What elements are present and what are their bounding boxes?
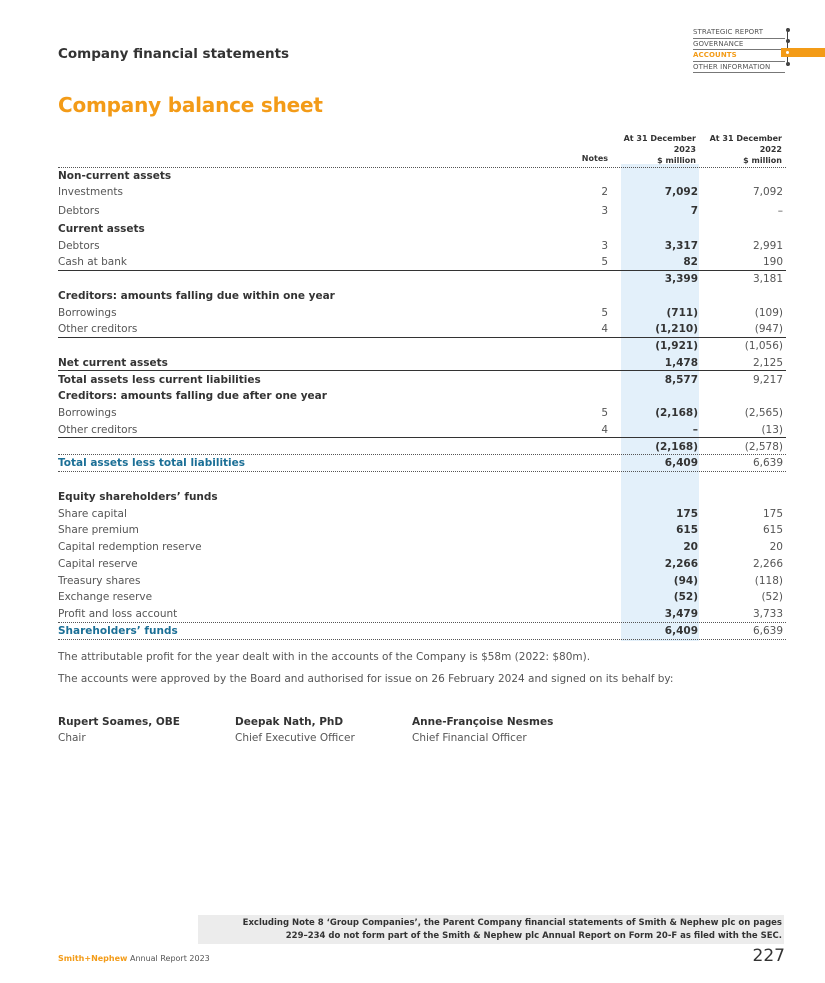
value-2022: (109): [754, 307, 783, 319]
value-2022: (2,578): [744, 441, 783, 453]
row-label: Creditors: amounts falling due after one year: [58, 390, 327, 402]
table-row: [58, 273, 786, 289]
column-header-2023: [615, 133, 696, 166]
row-label: Other creditors: [58, 323, 138, 335]
row-note: 2: [601, 186, 608, 198]
value-2023: (2,168): [655, 441, 698, 453]
subtotal-rule: [58, 370, 786, 371]
row-label: Borrowings: [58, 407, 117, 419]
value-2022: 6,639: [752, 457, 783, 469]
table-row: [58, 186, 786, 202]
nav-dot-icon: [786, 62, 790, 66]
nav-dot-icon: [786, 28, 790, 32]
value-2023: 6,409: [664, 457, 698, 469]
value-2023: (1,210): [655, 323, 698, 335]
value-2023: (52): [673, 591, 698, 603]
value-2022: (13): [761, 424, 783, 436]
value-2023: 6,409: [664, 625, 698, 637]
row-label: Capital redemption reserve: [58, 541, 202, 553]
value-2022: 20: [769, 541, 783, 553]
table-row: [58, 390, 786, 406]
value-2022: 3,733: [752, 608, 783, 620]
table-row: [58, 223, 786, 239]
nav-item-accounts[interactable]: ACCOUNTS: [693, 50, 785, 62]
value-2022: (52): [761, 591, 783, 603]
value-2023: 175: [676, 508, 698, 520]
approval-note: The accounts were approved by the Board and authorised for issue on 26 February 2024 and signed on its behalf by:: [58, 673, 674, 685]
row-note: 4: [601, 323, 608, 335]
row-label: Treasury shares: [58, 575, 141, 587]
table-row: [58, 591, 786, 607]
form-20f-disclaimer: [198, 915, 784, 944]
nav-rail: [787, 28, 788, 66]
table-row: [58, 541, 786, 557]
row-label: Investments: [58, 186, 123, 198]
section-nav: [693, 27, 785, 73]
row-label: Total assets less total liabilities: [58, 457, 246, 469]
table-row: [58, 491, 786, 507]
row-note: 5: [601, 407, 608, 419]
disclaimer-line: 229–234 do not form part of the Smith & Nephew plc Annual Report on Form 20-F as filed with the SEC.: [285, 931, 782, 941]
column-header-line: $ million: [657, 156, 696, 165]
value-2023: 8,577: [664, 374, 698, 386]
table-row: [58, 170, 786, 186]
row-label: Debtors: [58, 205, 100, 217]
value-2023: 1,478: [664, 357, 698, 369]
total-rule: [58, 454, 786, 455]
value-2023: 7,092: [664, 186, 698, 198]
row-label: Share capital: [58, 508, 127, 520]
table-row: [58, 290, 786, 306]
notes-column-header: Notes: [581, 154, 608, 163]
row-label: Borrowings: [58, 307, 117, 319]
value-2023: 2,266: [664, 558, 698, 570]
row-label: Share premium: [58, 524, 139, 536]
row-label: Other creditors: [58, 424, 138, 436]
nav-item-governance[interactable]: GOVERNANCE: [693, 39, 785, 51]
signatory-name: Deepak Nath, PhD: [235, 716, 344, 728]
row-label: Creditors: amounts falling due within one year: [58, 290, 335, 302]
value-2023: –: [692, 424, 698, 436]
value-2023: 82: [683, 256, 698, 268]
value-2022: (947): [754, 323, 783, 335]
row-note: 3: [601, 205, 608, 217]
signatory-role: Chief Executive Officer: [235, 732, 355, 744]
subtotal-rule: [58, 337, 786, 338]
value-2022: 9,217: [752, 374, 783, 386]
value-2023: (94): [673, 575, 698, 587]
table-row: [58, 558, 786, 574]
signatory-name: Rupert Soames, OBE: [58, 716, 180, 728]
value-2022: (1,056): [744, 340, 783, 352]
value-2023: 7: [690, 205, 698, 217]
nav-item-other-information[interactable]: OTHER INFORMATION: [693, 62, 785, 74]
table-row: [58, 407, 786, 423]
value-2023: (2,168): [655, 407, 698, 419]
row-label: Non-current assets: [58, 170, 172, 182]
nav-dot-icon: [786, 39, 790, 43]
nav-item-strategic-report[interactable]: STRATEGIC REPORT: [693, 27, 785, 39]
row-label: Capital reserve: [58, 558, 138, 570]
value-2022: 175: [762, 508, 783, 520]
value-2022: 190: [762, 256, 783, 268]
row-label: Exchange reserve: [58, 591, 153, 603]
value-2023: 3,479: [664, 608, 698, 620]
row-note: 3: [601, 240, 608, 252]
page-title: Company balance sheet: [58, 93, 323, 117]
subtotal-rule: [58, 437, 786, 438]
header-rule: [58, 167, 786, 168]
table-row: [58, 205, 786, 221]
column-header-line: $ million: [743, 156, 782, 165]
value-2023: 3,317: [664, 240, 698, 252]
value-2022: –: [777, 205, 783, 217]
value-2023: (1,921): [655, 340, 698, 352]
value-2022: (2,565): [744, 407, 783, 419]
row-label: Current assets: [58, 223, 145, 235]
row-note: 5: [601, 256, 608, 268]
value-2023: 615: [676, 524, 698, 536]
row-label: Debtors: [58, 240, 100, 252]
value-2023: 20: [683, 541, 698, 553]
value-2022: (118): [754, 575, 783, 587]
value-2022: 3,181: [752, 273, 783, 285]
brand-name: Smith+Nephew: [58, 954, 128, 963]
column-header-line: At 31 December: [709, 134, 782, 143]
column-header-line: 2022: [759, 145, 782, 154]
table-row: [58, 307, 786, 323]
footer-brand: [58, 954, 210, 963]
value-2023: (711): [666, 307, 698, 319]
row-note: 4: [601, 424, 608, 436]
table-row: [58, 374, 786, 390]
page-number: 227: [752, 946, 785, 966]
value-2023: 3,399: [664, 273, 698, 285]
report-name: Annual Report 2023: [129, 954, 210, 963]
table-row: [58, 524, 786, 540]
row-label: Cash at bank: [58, 256, 127, 268]
value-2022: 6,639: [752, 625, 783, 637]
total-rule: [58, 639, 786, 640]
table-row: [58, 240, 786, 256]
column-header-line: At 31 December: [623, 134, 696, 143]
value-2022: 2,991: [752, 240, 783, 252]
active-section-marker-icon: [785, 50, 790, 55]
signatory-role: Chief Financial Officer: [412, 732, 527, 744]
table-row: [58, 340, 786, 356]
total-rule: [58, 622, 786, 623]
signatory-name: Anne-Françoise Nesmes: [412, 716, 554, 728]
row-label: Shareholders’ funds: [58, 625, 178, 637]
column-header-2022: [700, 133, 782, 166]
profit-note: The attributable profit for the year dealt with in the accounts of the Company is $58m (2022: $80m).: [58, 651, 591, 663]
row-label: Net current assets: [58, 357, 168, 369]
value-2022: 2,266: [752, 558, 783, 570]
row-label: Total assets less current liabilities: [58, 374, 261, 386]
total-rule: [58, 471, 786, 472]
row-label: Profit and loss account: [58, 608, 178, 620]
column-header-line: 2023: [673, 145, 696, 154]
disclaimer-line: Excluding Note 8 ‘Group Companies’, the Parent Company financial statements of Smith & Nephew plc on pages: [242, 918, 782, 928]
value-2022: 615: [762, 524, 783, 536]
row-note: 5: [601, 307, 608, 319]
value-2022: 2,125: [752, 357, 783, 369]
table-row: [58, 508, 786, 524]
table-row: [58, 575, 786, 591]
signatory-role: Chair: [58, 732, 86, 744]
value-2022: 7,092: [752, 186, 783, 198]
subtotal-rule: [58, 270, 786, 271]
row-label: Equity shareholders’ funds: [58, 491, 218, 503]
section-title: Company financial statements: [58, 46, 290, 62]
